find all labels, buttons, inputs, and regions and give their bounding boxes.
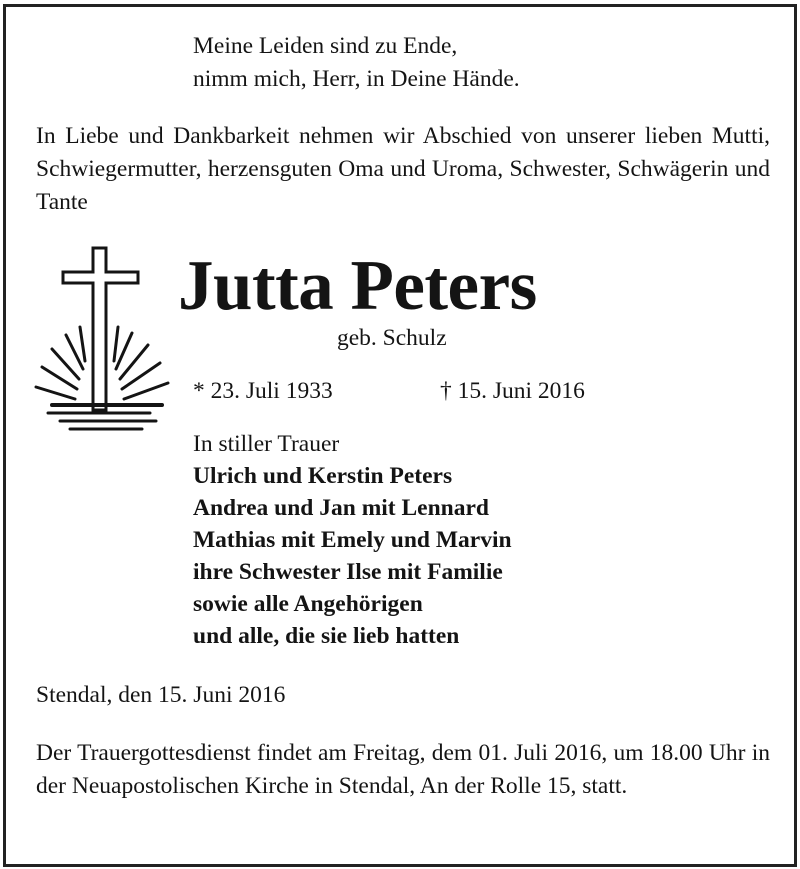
cross-sunrise-icon	[30, 245, 180, 435]
service-announcement: Der Trauergottesdienst findet am Freitag, dem 01. Juli 2016, um 18.00 Uhr in der Neuapostolischen Kirche in Stendal, An der Rolle 15, statt.	[36, 740, 770, 799]
verse-line: Meine Leiden sind zu Ende,	[193, 33, 458, 59]
birth-date: * 23. Juli 1933	[193, 378, 333, 404]
sun-ray	[36, 387, 75, 399]
sun-ray	[124, 383, 168, 399]
mourner-line: und alle, die sie lieb hatten	[193, 623, 460, 649]
place-date: Stendal, den 15. Juni 2016	[36, 682, 286, 708]
mourners-block	[193, 428, 512, 652]
intro-text: In Liebe und Dankbarkeit nehmen wir Abschied von unserer lieben Mutti, Schwiegermutter, herzensguten Oma und Uroma, Schwester, Schwägerin und Tante	[36, 123, 770, 215]
verse	[193, 30, 520, 96]
death-date: † 15. Juni 2016	[440, 378, 585, 404]
sun-ray	[116, 333, 132, 369]
mourner-line: Mathias mit Emely und Marvin	[193, 527, 512, 553]
deceased-name: Jutta Peters	[178, 247, 537, 325]
verse-line: nimm mich, Herr, in Deine Hände.	[193, 66, 520, 92]
maiden-name: geb. Schulz	[337, 325, 447, 351]
mourner-line: ihre Schwester Ilse mit Familie	[193, 559, 503, 585]
mourner-line: Andrea und Jan mit Lennard	[193, 495, 489, 521]
mourners-heading: In stiller Trauer	[193, 431, 340, 457]
mourner-line: sowie alle Angehörigen	[193, 591, 423, 617]
sun-ray	[114, 327, 118, 361]
sun-ray	[122, 363, 160, 389]
mourner-line: Ulrich und Kerstin Peters	[193, 463, 453, 489]
sun-ray	[80, 327, 85, 361]
